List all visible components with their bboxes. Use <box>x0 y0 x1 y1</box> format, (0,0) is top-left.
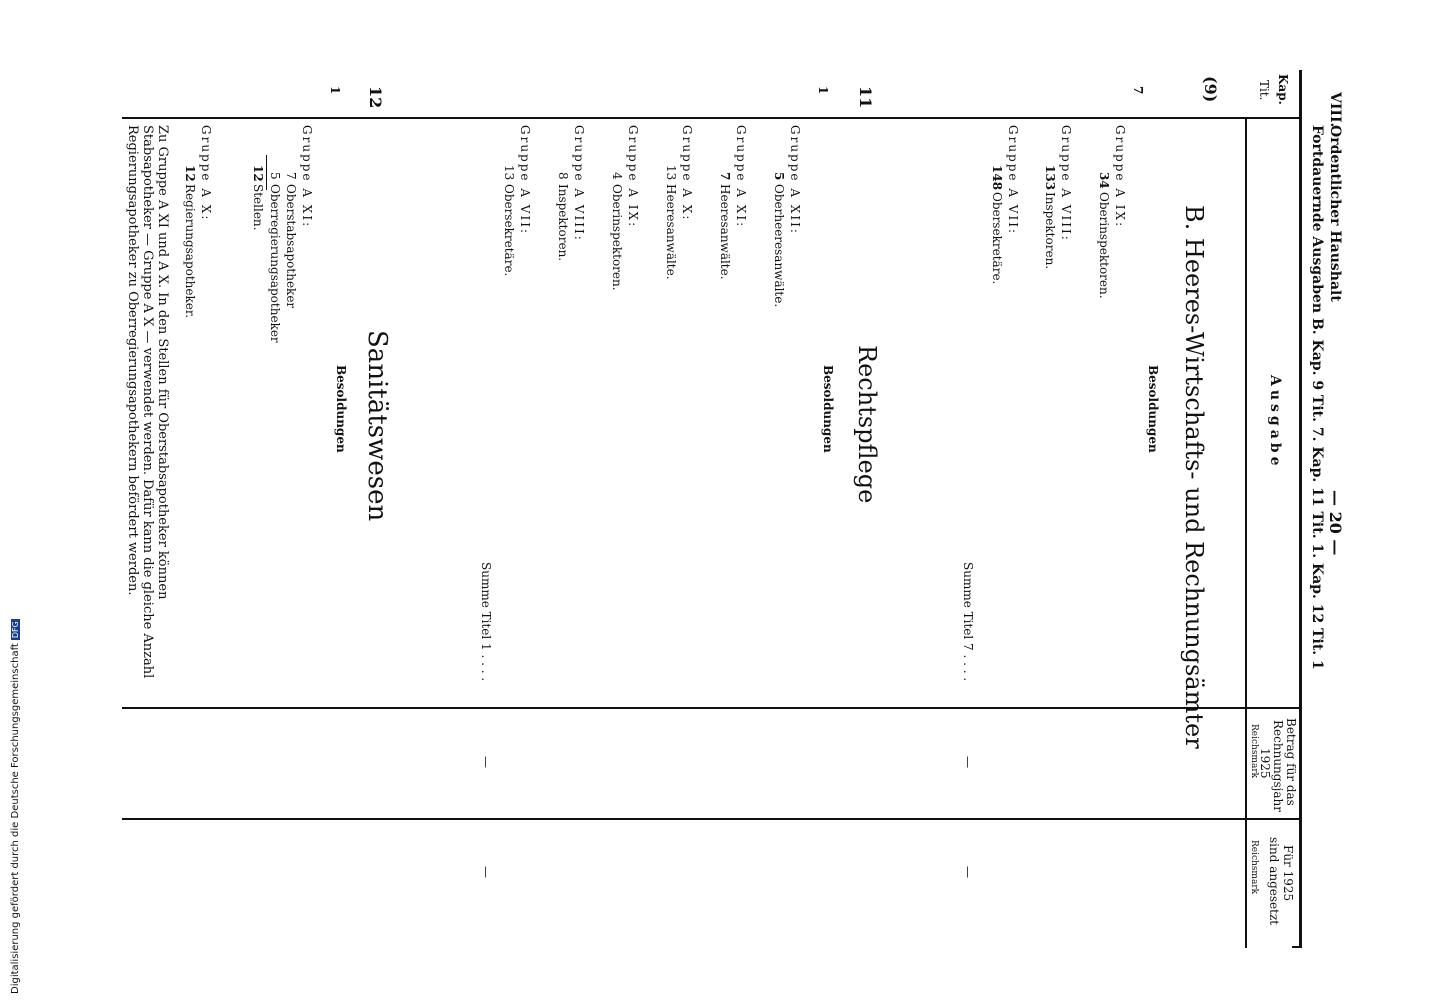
kap12-title-1: Oberstabsapotheker <box>284 184 298 309</box>
kap11-count-2: 7 <box>718 172 732 181</box>
col-rule-4 <box>1292 946 1302 948</box>
kap11-group-3: Gruppe A X: <box>680 125 694 222</box>
kap9-group-3: Gruppe A VII: <box>1006 125 1020 235</box>
col-tit: Tit. <box>1257 80 1271 101</box>
kap11-group-4: Gruppe A IX: <box>626 125 640 229</box>
tit-7-label: 7 <box>1131 86 1145 95</box>
kap-12-label: 12 <box>366 86 385 109</box>
col-fuer-2: sind angesetzt <box>1267 837 1281 926</box>
footnote: Zu Gruppe A XI und A X. In den Stellen für Oberstabsapotheker können Stabsapotheker — Gruppe A X — verwendet werden. Dafür kann die gleiche Anzahl Regierungsapotheker zu Oberregierungsapothekern befördert werden. <box>125 125 170 679</box>
kap11-fuer-dash: — <box>479 866 493 878</box>
kap11-count-3: 13 <box>664 165 678 181</box>
col-betrag-3: 1925 <box>1258 748 1272 779</box>
kap12-total-title: Stellen. <box>251 184 265 231</box>
kap-12-title: Sanitätswesen <box>362 330 392 522</box>
kap11-group-2: Gruppe A XI: <box>734 125 748 229</box>
col-rule-1 <box>122 117 1302 119</box>
kap9-title-3: Obersekretäre. <box>990 192 1004 285</box>
page-subtitle: Fortdauernde Ausgaben B. Kap. 9 Tit. 7. Kap. 11 Tit. 1. Kap. 12 Tit. 1 <box>1309 125 1325 670</box>
kap-11-label: 11 <box>856 86 875 109</box>
col-rule-3 <box>122 818 1302 820</box>
kap11-sum: Summe Titel 1 . . . . <box>479 562 493 682</box>
kap11-title-3: Heeresanwälte. <box>664 184 678 280</box>
kap9-count-3: 148 <box>990 165 1004 191</box>
col-betrag-2: Rechnungsjahr <box>1271 720 1285 812</box>
kap12-group-1: Gruppe A XI: <box>300 125 314 229</box>
kap-9-label: (9) <box>1201 76 1220 103</box>
kap11-title-6: Obersekretäre. <box>502 184 516 277</box>
top-rule <box>1299 70 1302 948</box>
sum-underline <box>266 155 267 190</box>
kap9-sum: Summe Titel 7 . . . . <box>961 562 975 682</box>
col-betrag-1: Betrag für das <box>1284 718 1298 806</box>
kap9-fuer-dash: — <box>961 866 975 878</box>
kap11-title-2: Heeresanwälte. <box>718 184 732 280</box>
kap-9-subtitle: Besoldungen <box>1146 365 1160 453</box>
digitization-credit <box>10 619 21 994</box>
header-bottom-rule <box>1245 117 1247 948</box>
col-fuer-unit: Reichsmark <box>1249 840 1259 895</box>
kap12-title-3: Regierungsapotheker. <box>183 184 197 319</box>
kap11-group-6: Gruppe A VII: <box>518 125 532 235</box>
col-betrag-unit: Reichsmark <box>1249 724 1259 779</box>
kap9-group-1: Gruppe A IX: <box>1113 125 1127 229</box>
kap9-group-2: Gruppe A VIII: <box>1059 125 1073 242</box>
kap-11-title: Rechtspflege <box>853 345 881 504</box>
kap12-group-2: Gruppe A X: <box>199 125 213 222</box>
kap12-title-2: Oberregierungsapotheker <box>268 184 282 343</box>
col-ausgabe: Ausgabe <box>1267 375 1283 470</box>
kap11-count-4: 4 <box>610 172 624 180</box>
dfg-logo: DFG <box>11 621 20 639</box>
kap11-title-1: Oberheeresanwälte. <box>772 184 786 308</box>
kap9-count-2: 133 <box>1043 165 1057 191</box>
page-number: — 20 — <box>1326 490 1345 556</box>
col-kap: Kap. <box>1276 74 1290 105</box>
col-rule-2 <box>122 707 1302 709</box>
kap12-count-3: 12 <box>183 165 197 182</box>
kap-12-subtitle: Besoldungen <box>334 365 348 453</box>
kap-11-subtitle: Besoldungen <box>821 365 835 453</box>
kap11-betrag-dash: — <box>479 756 493 768</box>
budget-title: Ordentlicher Haushalt <box>1327 125 1343 302</box>
credit-text: Digitalisierung gefördert durch die Deutsche Forschungsgemeinschaft <box>10 643 21 994</box>
kap11-count-5: 8 <box>556 172 570 180</box>
col-fuer-1: Für 1925 <box>1281 845 1295 902</box>
kap9-count-1: 34 <box>1097 172 1111 189</box>
kap11-group-5: Gruppe A VIII: <box>572 125 586 242</box>
tit-1a-label: 1 <box>816 86 830 95</box>
tit-1b-label: 1 <box>328 86 342 95</box>
kap11-title-4: Oberinspektoren. <box>610 184 624 291</box>
kap12-count-1: 7 <box>284 172 298 180</box>
kap9-title-2: Inspektoren. <box>1043 192 1057 270</box>
kap9-title-1: Oberinspektoren. <box>1097 192 1111 299</box>
kap9-betrag-dash: — <box>961 756 975 768</box>
rotated-page <box>75 74 1345 980</box>
part-number: VIII. <box>1327 92 1343 128</box>
kap11-group-1: Gruppe A XII: <box>788 125 802 235</box>
kap11-title-5: Inspektoren. <box>556 184 570 262</box>
kap-9-title: B. Heeres-Wirtschafts- und Rechnungsämter <box>1180 205 1208 749</box>
kap12-count-2: 5 <box>268 172 282 180</box>
kap11-count-6: 13 <box>502 165 516 181</box>
kap11-count-1: 5 <box>772 172 786 181</box>
kap12-total-count: 12 <box>251 165 265 182</box>
